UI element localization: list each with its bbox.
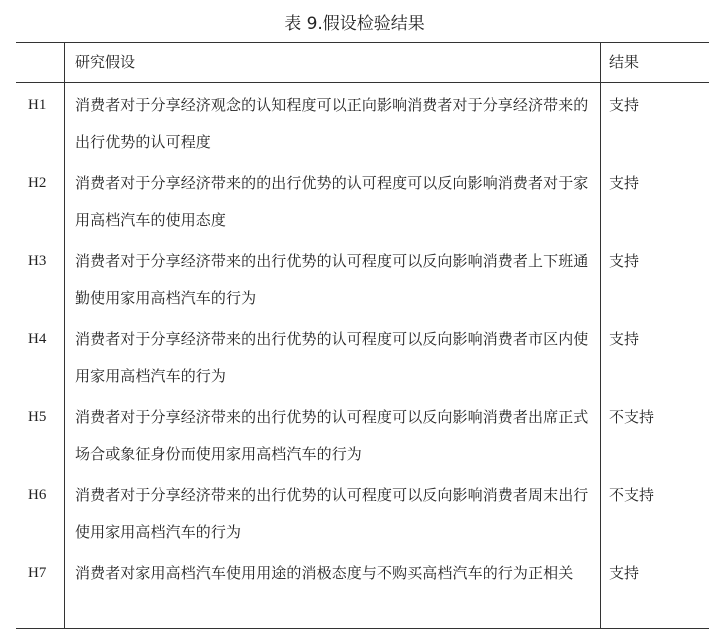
table-title: 表 9.假设检验结果 bbox=[0, 12, 709, 36]
table-row bbox=[16, 83, 709, 162]
row-hypothesis: 消费者对于分享经济带来的的出行优势的认可程度可以反向影响消费者对于家用高档汽车的使用态度 bbox=[65, 161, 601, 239]
table-row bbox=[16, 239, 709, 317]
table-row bbox=[16, 161, 709, 239]
row-id: H6 bbox=[16, 473, 65, 551]
row-id: H1 bbox=[16, 83, 65, 162]
row-result: 支持 bbox=[601, 317, 709, 395]
row-hypothesis: 消费者对于分享经济带来的出行优势的认可程度可以反向影响消费者周末出行使用家用高档汽车的行为 bbox=[65, 473, 601, 551]
table-row bbox=[16, 395, 709, 473]
row-id: H5 bbox=[16, 395, 65, 473]
row-result: 支持 bbox=[601, 83, 709, 162]
row-hypothesis: 消费者对于分享经济带来的出行优势的认可程度可以反向影响消费者出席正式场合或象征身份而使用家用高档汽车的行为 bbox=[65, 395, 601, 473]
header-hypothesis: 研究假设 bbox=[65, 43, 601, 83]
header-id bbox=[16, 43, 65, 83]
row-result: 不支持 bbox=[601, 395, 709, 473]
row-hypothesis: 消费者对于分享经济带来的出行优势的认可程度可以反向影响消费者市区内使用家用高档汽车的行为 bbox=[65, 317, 601, 395]
row-id: H7 bbox=[16, 551, 65, 629]
row-id: H4 bbox=[16, 317, 65, 395]
hypothesis-results-table bbox=[16, 42, 709, 629]
table-header-row bbox=[16, 43, 709, 83]
row-result: 支持 bbox=[601, 551, 709, 629]
table-row bbox=[16, 317, 709, 395]
table-row bbox=[16, 473, 709, 551]
row-result: 不支持 bbox=[601, 473, 709, 551]
header-result: 结果 bbox=[601, 43, 709, 83]
row-result: 支持 bbox=[601, 161, 709, 239]
row-id: H3 bbox=[16, 239, 65, 317]
row-hypothesis: 消费者对于分享经济观念的认知程度可以正向影响消费者对于分享经济带来的出行优势的认可程度 bbox=[65, 83, 601, 162]
row-hypothesis: 消费者对家用高档汽车使用用途的消极态度与不购买高档汽车的行为正相关 bbox=[65, 551, 601, 629]
row-hypothesis: 消费者对于分享经济带来的出行优势的认可程度可以反向影响消费者上下班通勤使用家用高档汽车的行为 bbox=[65, 239, 601, 317]
row-result: 支持 bbox=[601, 239, 709, 317]
row-id: H2 bbox=[16, 161, 65, 239]
